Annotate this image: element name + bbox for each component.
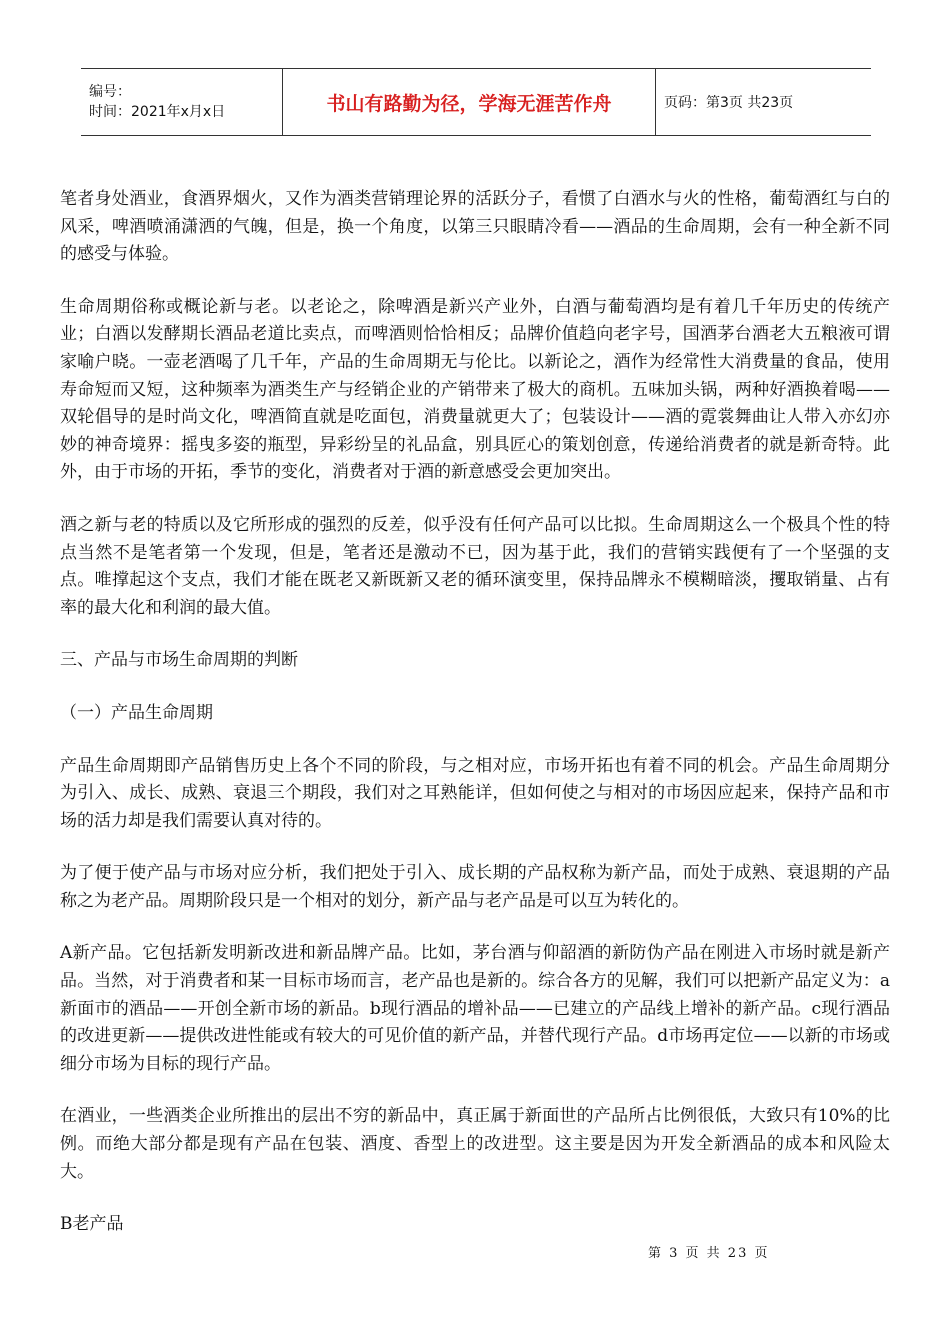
body-paragraph-5: 为了便于使产品与市场对应分析，我们把处于引入、成长期的产品权称为新产品，而处于成熟、衰退期的产品称之为老产品。周期阶段只是一个相对的划分，新产品与老产品是可以互为转化的。	[60, 863, 890, 911]
body-paragraph-1: 笔者身处酒业，食酒界烟火，又作为酒类营销理论界的活跃分子，看惯了白酒水与火的性格，葡萄酒红与白的风采，啤酒喷涌潇洒的气魄，但是，换一个角度，以第三只眼睛冷看——酒品的生命周期，会有一种全新不同的感受与体验。	[60, 189, 890, 265]
page-header	[81, 68, 871, 136]
body-paragraph-7: 在酒业，一些酒类企业所推出的层出不穷的新品中，真正属于新面世的产品所占比例很低，大致只有10%的比例。而绝大部分都是现有产品在包装、酒度、香型上的改进型。这主要是因为开发全新酒品的成本和风险太大。	[60, 1106, 890, 1182]
body-paragraph-6: A新产品。它包括新发明新改进和新品牌产品。比如，茅台酒与仰韶酒的新防伪产品在刚进入市场时就是新产品。当然，对于消费者和某一目标市场而言，老产品也是新的。综合各方的见解，我们可以把新产品定义为：a新面市的酒品——开创全新市场的新品。b现行酒品的增补品——已建立的产品线上增补的新产品。c现行酒品的改进更新——提供改进性能或有较大的可见价值的新产品，并替代现行产品。d市场再定位——以新的市场或细分市场为目标的现行产品。	[60, 943, 890, 1074]
document-body	[60, 186, 890, 1264]
document-number-label: 编号：	[89, 84, 131, 100]
body-paragraph-2: 生命周期俗称或概论新与老。以老论之，除啤酒是新兴产业外，白酒与葡萄酒均是有着几千年历史的传统产业；白酒以发酵期长酒品老道比卖点，而啤酒则恰恰相反；品牌价值趋向老字号，国酒茅台酒老大五粮液可谓家喻户晓。一壶老酒喝了几千年，产品的生命周期无与伦比。以新论之，酒作为经常性大消费量的食品，使用寿命短而又短，这种频率为酒类生产与经销企业的产销带来了极大的商机。五味加头锅，两种好酒换着喝——双轮倡导的是时尚文化，啤酒简直就是吃面包，消费量就更大了；包装设计——酒的霓裳舞曲让人带入亦幻亦妙的神奇境界：摇曳多姿的瓶型，异彩纷呈的礼品盒，别具匠心的策划创意，传递给消费者的就是新奇特。此外，由于市场的开拓，季节的变化，消费者对于酒的新意感受会更加突出。	[60, 296, 890, 483]
document-time-label: 时间：2021年x月x日	[89, 104, 226, 120]
body-paragraph-3: 酒之新与老的特质以及它所形成的强烈的反差，似乎没有任何产品可以比拟。生命周期这么一个极具个性的特点当然不是笔者第一个发现，但是，笔者还是激动不已，因为基于此，我们的营销实践便有了一个坚强的支点。唯撑起这个支点，我们才能在既老又新既新又老的循环演变里，保持品牌永不模糊暗淡，攫取销量、占有率的最大化和利润的最大值。	[60, 514, 890, 618]
header-meta	[81, 69, 282, 135]
subsection-item-b: B老产品	[60, 1214, 124, 1235]
page-footer: 第 3 页 共 23 页	[648, 1246, 770, 1261]
subsection-heading: （一）产品生命周期	[60, 702, 213, 723]
body-paragraph-4: 产品生命周期即产品销售历史上各个不同的阶段，与之相对应，市场开拓也有着不同的机会。产品生命周期分为引入、成长、成熟、衰退三个期段，我们对之耳熟能详，但如何使之与相对的市场因应起来，保持产品和市场的活力却是我们需要认真对待的。	[60, 755, 890, 831]
header-page-info: 页码：第3页 共23页	[664, 95, 794, 111]
header-motto: 书山有路勤为径，学海无涯苦作舟	[282, 69, 656, 135]
section-heading: 三、产品与市场生命周期的判断	[60, 650, 298, 671]
